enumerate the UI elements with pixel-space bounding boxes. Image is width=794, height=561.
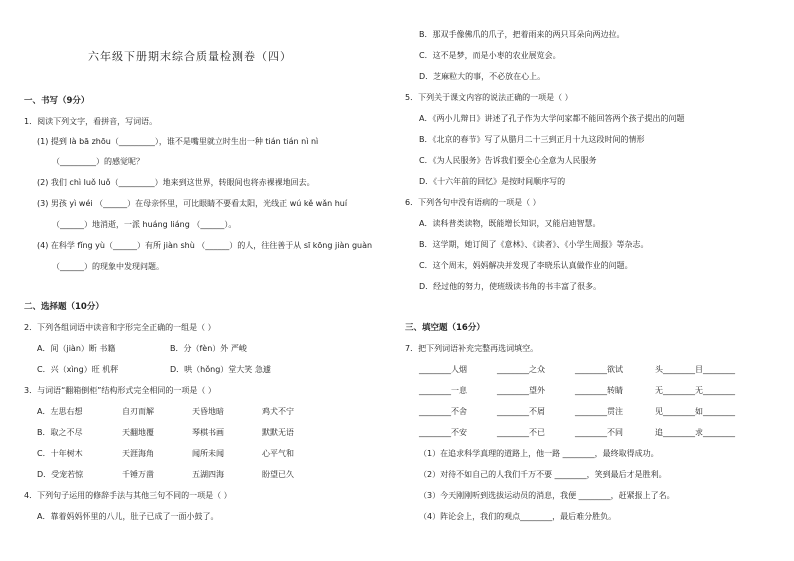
- q4-option-c: C．这不是梦，而是小枣的农业展览会。: [419, 51, 561, 60]
- q3-cell: B．取之不尽: [37, 428, 83, 437]
- q7-cell: ________之众: [497, 365, 545, 374]
- section-3-title: 三、填空题（16分）: [405, 323, 485, 333]
- q3-cell: 心平气和: [262, 449, 294, 458]
- q2-option-c: C．兴（xìng）旺 机秤: [37, 365, 119, 374]
- q3-cell: 盼望已久: [262, 470, 294, 479]
- q3-cell: 天昏地暗: [192, 407, 224, 416]
- q1-item-4: (4) 在科学 fǐng yù（______）有所 jiàn shù （______）的人，往往善于从 sī kōng jiàn guàn: [37, 241, 373, 250]
- q2-option-d: D．哄（hǒng）堂大笑 急遽: [170, 365, 271, 374]
- q6-stem: 6．下列各句中没有语病的一项是（ ）: [405, 198, 541, 207]
- q3-cell: D．受宠若惊: [37, 470, 84, 479]
- q7-sentence-4: （4）阵论会上，我们的观点________，最后难分胜负。: [419, 512, 617, 521]
- q1-item-3: (3) 男孩 yì wéi （______）在母亲怀里，可比眼睛不要看太阳，光线正 wú kě wǎn huí: [37, 199, 348, 208]
- q1-item-4-cont: （______）的现象中发现问题。: [52, 262, 164, 271]
- q4-option-d: D．芝麻粒大的事，不必放在心上。: [419, 72, 546, 81]
- q6-option-a: A．读科普类读物，既能增长知识，又能启迪智慧。: [419, 219, 601, 228]
- q7-cell: ________不同: [575, 428, 623, 437]
- q5-option-b: B．《北京的春节》写了从腊月二十三到正月十九这段时间的情形: [419, 135, 645, 144]
- q4-option-b: B．那双手像佛爪的爪子，把着雨来的两只耳朵向两边拉。: [419, 30, 625, 39]
- q7-cell: ________望外: [497, 386, 545, 395]
- q7-cell: 头________目________: [655, 365, 735, 374]
- q7-cell: ________不安: [419, 428, 467, 437]
- q6-option-d: D．经过他的努力，使班级读书角的书丰富了很多。: [419, 282, 602, 291]
- q7-cell: ________转睛: [575, 386, 623, 395]
- q5-option-d: D．《十六年前的回忆》是按时间顺序写的: [419, 177, 566, 186]
- q7-cell: ________不屑: [497, 407, 545, 416]
- q6-option-b: B．这学期，她订阅了《意林》、《读者》、《小学生周报》等杂志。: [419, 240, 649, 249]
- q3-cell: 天涯海角: [122, 449, 154, 458]
- q7-cell: ________不已: [497, 428, 545, 437]
- q3-stem: 3．与词语“翻箱倒柜”结构形式完全相同的一项是（ ）: [24, 386, 216, 395]
- q4-stem: 4．下列句子运用的修辞手法与其他三句不同的一项是（ ）: [24, 491, 232, 500]
- q3-cell: 琴棋书画: [192, 428, 224, 437]
- q5-stem: 5．下列关于课文内容的说法正确的一项是（ ）: [405, 93, 573, 102]
- page-title: 六年级下册期末综合质量检测卷（四）: [88, 50, 292, 63]
- q5-option-c: C．《为人民服务》告诉我们要全心全意为人民服务: [419, 156, 597, 165]
- q7-cell: 见________如________: [655, 407, 735, 416]
- section-2-title: 二、选择题（10分）: [24, 302, 104, 312]
- q7-sentence-1: （1）在追求科学真理的道路上，他一路 ________，最终取得成功。: [419, 449, 659, 458]
- q7-cell: 无________无________: [655, 386, 735, 395]
- q7-cell: ________人烟: [419, 365, 467, 374]
- q1-item-1: (1) 提到 là bā zhōu（_________），谁不是嘴里就立时生出一种 tián tián nì nì: [37, 137, 319, 146]
- q5-option-a: A．《两小儿辩日》讲述了孔子作为大学问家都不能回答两个孩子提出的问题: [419, 114, 685, 123]
- q4-option-a: A．靠着妈妈怀里的八儿，肚子已成了一面小鼓了。: [37, 512, 219, 521]
- q3-cell: A．左思右想: [37, 407, 83, 416]
- q2-stem: 2．下列各组词语中读音和字形完全正确的一组是（ ）: [24, 323, 216, 332]
- q7-cell: ________欲试: [575, 365, 623, 374]
- q7-sentence-3: （3）今天刚刚听到选拔运动员的消息，我便 ________，赶紧报上了名。: [419, 491, 675, 500]
- q7-cell: ________不舍: [419, 407, 467, 416]
- q3-cell: 鸡犬不宁: [262, 407, 294, 416]
- q3-cell: C．十年树木: [37, 449, 83, 458]
- q3-cell: 自刃而解: [122, 407, 154, 416]
- q1-item-2: (2) 我们 chì luǒ luǒ（_________）地来到这世界，转眼间也将赤裸裸地回去。: [37, 178, 315, 187]
- q7-cell: ________一息: [419, 386, 467, 395]
- section-1-title: 一、书写（9分）: [24, 96, 90, 106]
- q3-cell: 闻所未闻: [192, 449, 224, 458]
- q1-stem: 1．阅读下列文字，看拼音，写词语。: [24, 117, 158, 126]
- right-page: [397, 0, 794, 561]
- q2-option-a: A．间（jiàn）断 书籍: [37, 344, 116, 353]
- q7-cell: ________贯注: [575, 407, 623, 416]
- q7-stem: 7．把下列词语补充完整再选词填空。: [405, 344, 539, 353]
- q3-cell: 五湖四海: [192, 470, 224, 479]
- q3-cell: 天翻地覆: [122, 428, 154, 437]
- q1-item-3-cont: （______）地消逝，一派 huáng liáng （______）。: [52, 220, 237, 229]
- q7-cell: 追________求________: [655, 428, 735, 437]
- q3-cell: 默默无语: [262, 428, 294, 437]
- q7-sentence-2: （2）对待不如自己的人我们千万不要 ________，笑到最后才是胜利。: [419, 470, 667, 479]
- q6-option-c: C．这个周末，妈妈解决并发现了李晓乐认真做作业的问题。: [419, 261, 633, 270]
- q3-cell: 千锤万凿: [122, 470, 154, 479]
- q2-option-b: B．分（fèn）外 严峻: [170, 344, 247, 353]
- q1-item-1-cont: （_________）的感觉呢？: [52, 157, 144, 166]
